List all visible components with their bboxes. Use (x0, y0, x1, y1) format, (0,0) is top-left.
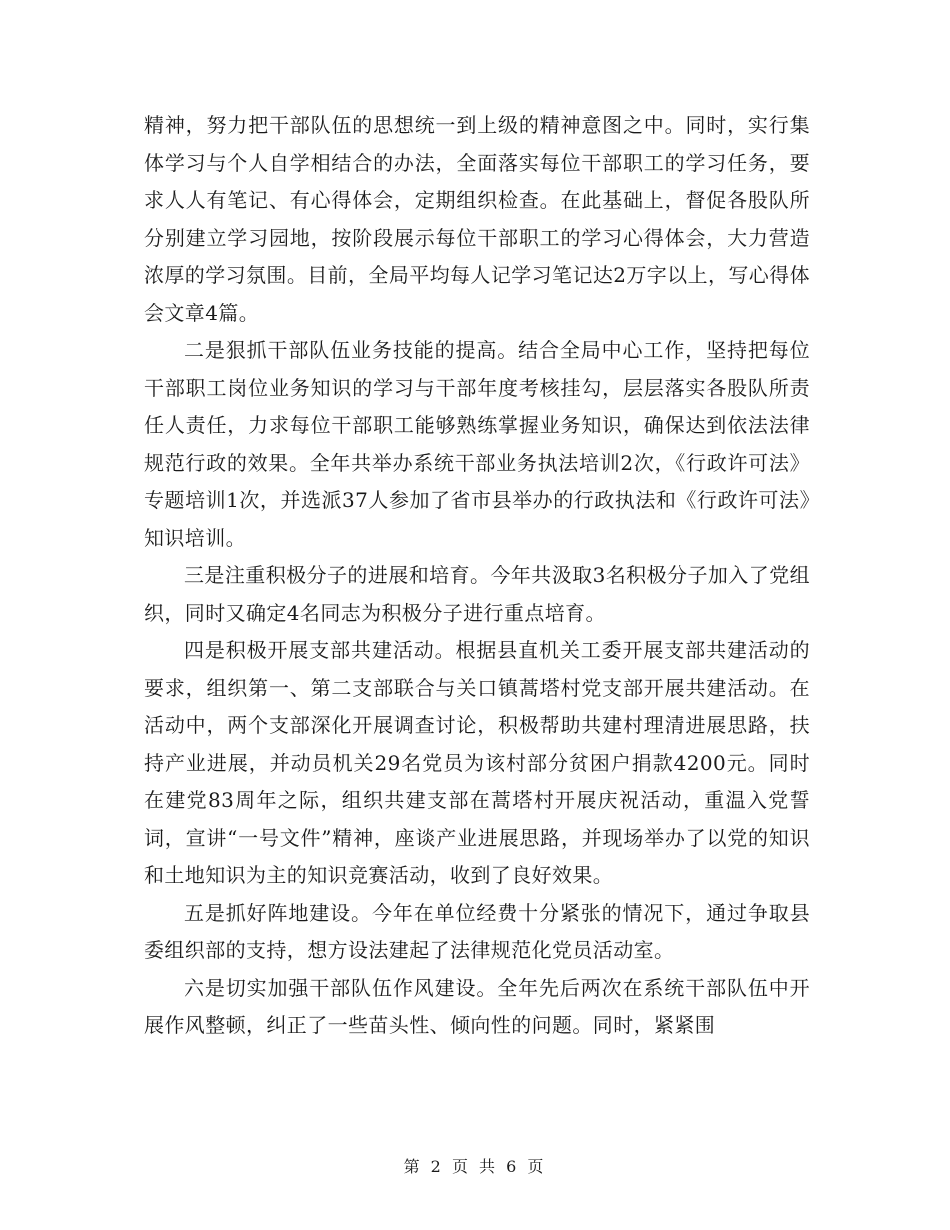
paragraph-branch-cobuilding: 四是积极开展支部共建活动。根据县直机关工委开展支部共建活动的要求，组织第一、第二支部联合与关口镇蒿塔村党支部开展共建活动。在活动中，两个支部深化开展调查讨论，积极帮助共建村理清进展思路，扶持产业进展，并动员机关29名党员为该村部分贫困户捐款4200元。同时在建党83周年之际，组织共建支部在蒿塔村开展庆祝活动，重温入党誓词，宣讲“一号文件”精神，座谈产业进展思路，并现场举办了以党的知识和土地知识为主的知识竞赛活动，收到了良好效果。 (144, 638, 810, 887)
paragraph-business-skills: 二是狠抓干部队伍业务技能的提高。结合全局中心工作，坚持把每位干部职工岗位业务知识的学习与干部年度考核挂勾，层层落实各股队所责任人责任，力求每位干部职工能够熟练掌握业务知识，确保达到依法法律规范行政的效果。全年共举办系统干部业务执法培训2次，《行政许可法》专题培训1次，并选派37人参加了省市县举办的行政执法和《行政许可法》知识培训。 (144, 338, 810, 550)
page-number-footer: 第 2 页 共 6 页 (403, 1157, 547, 1176)
document-body (144, 107, 810, 1045)
paragraph-position-building: 五是抓好阵地建设。今年在单位经费十分紧张的情况下，通过争取县委组织部的支持，想方设法建起了法律规范化党员活动室。 (144, 900, 810, 962)
paragraph-activists: 三是注重积极分子的进展和培育。今年共汲取3名积极分子加入了党组织，同时又确定4名同志为积极分子进行重点培育。 (144, 563, 810, 625)
paragraph-study-continuation: 精神，努力把干部队伍的思想统一到上级的精神意图之中。同时，实行集体学习与个人自学相结合的办法，全面落实每位干部职工的学习任务，要求人人有笔记、有心得体会，定期组织检查。在此基础上，督促各股队所分别建立学习园地，按阶段展示每位干部职工的学习心得体会，大力营造浓厚的学习氛围。目前，全局平均每人记学习笔记达2万字以上，写心得体会文章4篇。 (144, 113, 810, 325)
paragraph-work-style: 六是切实加强干部队伍作风建设。全年先后两次在系统干部队伍中开展作风整顿，纠正了一些苗头性、倾向性的问题。同时，紧紧围 (144, 975, 810, 1037)
